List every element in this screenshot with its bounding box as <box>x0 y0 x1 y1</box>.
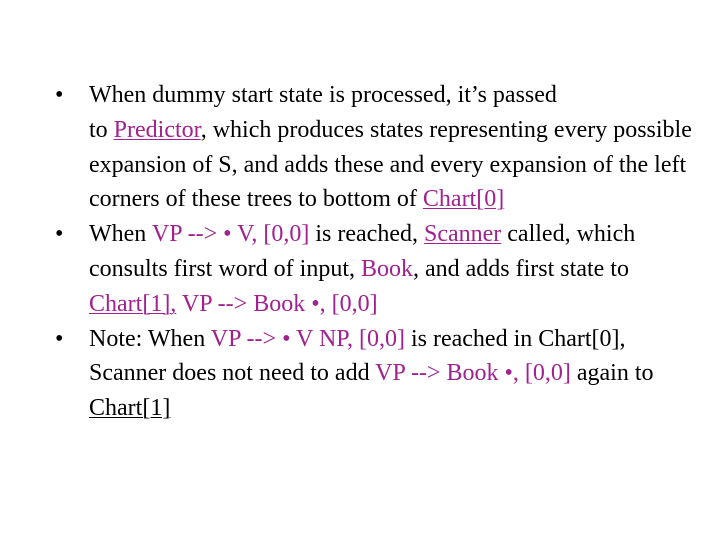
state-text: VP --> Book •, [0,0] <box>181 290 378 317</box>
vp-rule-text: VP --> • V, [0,0] <box>151 221 310 248</box>
book-word: Book <box>360 255 413 282</box>
bullet-item-predictor <box>55 78 705 217</box>
chart-1-link[interactable]: Chart[1] <box>89 395 171 422</box>
bullet-3-text-c: again to <box>570 360 654 387</box>
bullet-icon: • <box>55 82 64 108</box>
bullet-3-text-b: is reached in Chart[0], Scanner does not need to add <box>89 325 626 387</box>
bullet-text <box>89 221 635 317</box>
bullet-3-text-a: Note: When <box>89 325 211 352</box>
vp-rule-text: VP --> • V NP, [0,0] <box>210 325 405 352</box>
bullet-list <box>55 78 705 426</box>
bullet-1-text-b: , which produces states representing every possible expansion of S, and adds these and every expansion of the left corners of these trees to bottom of <box>89 116 692 213</box>
state-text: VP --> Book •, [0,0] <box>375 360 571 387</box>
chart-0-link[interactable]: Chart[0] <box>422 186 505 213</box>
bullet-item-scanner <box>55 217 705 321</box>
predictor-link[interactable]: Predictor <box>113 116 201 143</box>
bullet-text <box>89 326 654 422</box>
bullet-item-note <box>55 322 705 426</box>
bullet-text <box>89 82 692 212</box>
scanner-link[interactable]: Scanner <box>423 221 502 248</box>
bullet-2-text-b: is reached, <box>309 221 424 248</box>
bullet-icon: • <box>55 325 64 352</box>
bullet-2-text-a: When <box>89 221 152 248</box>
chart-1-link[interactable]: Chart[1], <box>89 290 177 317</box>
bullet-2-text-c: called, which consults first word of input, <box>89 221 636 282</box>
bullet-2-text-d: , and adds first state to <box>413 255 629 282</box>
bullet-1-line-1: When dummy start state is processed, it’s passed <box>89 82 557 108</box>
bullet-1-text-a: to <box>89 116 114 143</box>
bullet-icon: • <box>55 221 64 248</box>
